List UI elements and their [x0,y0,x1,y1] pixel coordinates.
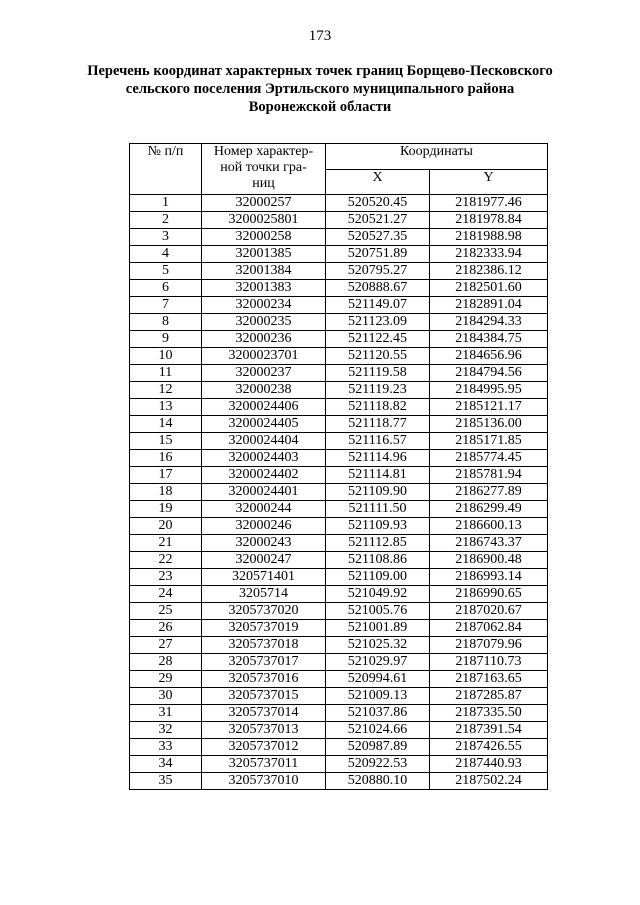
cell-point-number: 3200025801 [202,212,326,229]
cell-x: 521037.86 [326,705,430,722]
cell-x: 520987.89 [326,739,430,756]
cell-row-number: 5 [130,263,202,280]
header-point-line: Номер характер- [213,144,314,159]
cell-y: 2186299.49 [430,501,548,518]
cell-x: 521122.45 [326,331,430,348]
cell-y: 2186993.14 [430,569,548,586]
cell-point-number: 32000246 [202,518,326,535]
cell-row-number: 3 [130,229,202,246]
cell-y: 2187020.67 [430,603,548,620]
cell-point-number: 32000247 [202,552,326,569]
cell-point-number: 3205737018 [202,637,326,654]
cell-y: 2182333.94 [430,246,548,263]
cell-point-number: 32000243 [202,535,326,552]
header-point-number [202,144,326,195]
cell-row-number: 18 [130,484,202,501]
table-row [130,382,548,399]
cell-y: 2187440.93 [430,756,548,773]
cell-x: 521123.09 [326,314,430,331]
cell-y: 2182386.12 [430,263,548,280]
table-row [130,314,548,331]
cell-y: 2187391.54 [430,722,548,739]
table-row [130,331,548,348]
cell-point-number: 32001385 [202,246,326,263]
cell-x: 521001.89 [326,620,430,637]
cell-row-number: 20 [130,518,202,535]
table-row [130,433,548,450]
cell-point-number: 32000235 [202,314,326,331]
cell-point-number: 3205714 [202,586,326,603]
table-row [130,586,548,603]
coordinates-table [129,143,548,790]
cell-y: 2186990.65 [430,586,548,603]
table-row [130,399,548,416]
table-row [130,637,548,654]
cell-y: 2185774.45 [430,450,548,467]
cell-y: 2184294.33 [430,314,548,331]
header-y: Y [430,169,548,195]
cell-y: 2184995.95 [430,382,548,399]
cell-row-number: 2 [130,212,202,229]
cell-row-number: 34 [130,756,202,773]
cell-x: 520521.27 [326,212,430,229]
header-point-line: ниц [252,176,275,191]
cell-point-number: 3205737014 [202,705,326,722]
table-row [130,620,548,637]
table-row [130,518,548,535]
cell-point-number: 32001383 [202,280,326,297]
table-row [130,365,548,382]
cell-x: 521009.13 [326,688,430,705]
cell-x: 521049.92 [326,586,430,603]
cell-x: 521005.76 [326,603,430,620]
cell-y: 2187285.87 [430,688,548,705]
cell-row-number: 16 [130,450,202,467]
cell-point-number: 3205737019 [202,620,326,637]
cell-x: 520795.27 [326,263,430,280]
cell-row-number: 26 [130,620,202,637]
table-row [130,229,548,246]
title-line: Перечень координат характерных точек границ Борщево-Песковского [87,63,553,79]
table-row [130,705,548,722]
cell-y: 2186900.48 [430,552,548,569]
cell-y: 2187335.50 [430,705,548,722]
cell-point-number: 3200024404 [202,433,326,450]
header-point-line: ной точки гра- [220,160,307,175]
title-line: Воронежской области [248,99,392,115]
table-row [130,348,548,365]
header-coordinates: Координаты [326,144,548,170]
cell-x: 520994.61 [326,671,430,688]
cell-row-number: 9 [130,331,202,348]
cell-row-number: 17 [130,467,202,484]
cell-point-number: 3200024403 [202,450,326,467]
cell-point-number: 3205737010 [202,773,326,790]
cell-row-number: 1 [130,195,202,212]
cell-y: 2185136.00 [430,416,548,433]
table-row [130,484,548,501]
cell-row-number: 24 [130,586,202,603]
header-x: X [326,169,430,195]
cell-point-number: 3205737012 [202,739,326,756]
table-row [130,671,548,688]
cell-point-number: 32000237 [202,365,326,382]
cell-y: 2186743.37 [430,535,548,552]
cell-x: 521114.96 [326,450,430,467]
cell-x: 520520.45 [326,195,430,212]
cell-x: 521119.58 [326,365,430,382]
cell-row-number: 30 [130,688,202,705]
cell-row-number: 13 [130,399,202,416]
cell-row-number: 7 [130,297,202,314]
cell-x: 521111.50 [326,501,430,518]
cell-x: 521149.07 [326,297,430,314]
cell-y: 2182891.04 [430,297,548,314]
cell-row-number: 6 [130,280,202,297]
cell-x: 521025.32 [326,637,430,654]
table-row [130,739,548,756]
cell-row-number: 8 [130,314,202,331]
table-row [130,756,548,773]
cell-row-number: 33 [130,739,202,756]
cell-point-number: 3205737011 [202,756,326,773]
cell-y: 2182501.60 [430,280,548,297]
cell-point-number: 3205737016 [202,671,326,688]
cell-x: 521114.81 [326,467,430,484]
table-row [130,246,548,263]
cell-row-number: 29 [130,671,202,688]
cell-y: 2187502.24 [430,773,548,790]
cell-x: 521109.93 [326,518,430,535]
table-row [130,569,548,586]
cell-row-number: 28 [130,654,202,671]
cell-point-number: 32000257 [202,195,326,212]
table-row [130,654,548,671]
cell-point-number: 32000236 [202,331,326,348]
cell-point-number: 3200024406 [202,399,326,416]
cell-row-number: 22 [130,552,202,569]
cell-row-number: 14 [130,416,202,433]
cell-y: 2184656.96 [430,348,548,365]
cell-row-number: 4 [130,246,202,263]
cell-y: 2181977.46 [430,195,548,212]
cell-x: 520922.53 [326,756,430,773]
table-row [130,416,548,433]
cell-point-number: 32000234 [202,297,326,314]
table-row [130,450,548,467]
cell-x: 521120.55 [326,348,430,365]
table-row [130,773,548,790]
cell-row-number: 23 [130,569,202,586]
cell-y: 2187079.96 [430,637,548,654]
cell-point-number: 3200024402 [202,467,326,484]
table-row [130,603,548,620]
cell-x: 521109.00 [326,569,430,586]
cell-point-number: 32000238 [202,382,326,399]
cell-point-number: 32000244 [202,501,326,518]
cell-x: 520888.67 [326,280,430,297]
cell-y: 2186277.89 [430,484,548,501]
cell-y: 2187110.73 [430,654,548,671]
cell-y: 2184384.75 [430,331,548,348]
cell-point-number: 3205737017 [202,654,326,671]
table-row [130,212,548,229]
table-row [130,280,548,297]
cell-x: 521119.23 [326,382,430,399]
cell-row-number: 11 [130,365,202,382]
cell-row-number: 25 [130,603,202,620]
table-row [130,501,548,518]
cell-y: 2187062.84 [430,620,548,637]
cell-row-number: 32 [130,722,202,739]
cell-y: 2185781.94 [430,467,548,484]
cell-y: 2181978.84 [430,212,548,229]
cell-point-number: 3205737015 [202,688,326,705]
table-row [130,195,548,212]
table-row [130,263,548,280]
cell-row-number: 31 [130,705,202,722]
cell-point-number: 320571401 [202,569,326,586]
table-row [130,297,548,314]
header-row-number: № п/п [130,144,202,195]
cell-point-number: 3200024401 [202,484,326,501]
cell-x: 521024.66 [326,722,430,739]
document-title [60,62,580,116]
cell-point-number: 3200023701 [202,348,326,365]
cell-x: 520880.10 [326,773,430,790]
table-body [130,195,548,790]
cell-y: 2185171.85 [430,433,548,450]
cell-x: 520751.89 [326,246,430,263]
table-row [130,722,548,739]
cell-x: 521112.85 [326,535,430,552]
title-line: сельского поселения Эртильского муниципального района [125,81,515,97]
table-row [130,535,548,552]
cell-x: 521118.82 [326,399,430,416]
cell-x: 521116.57 [326,433,430,450]
cell-y: 2184794.56 [430,365,548,382]
cell-row-number: 15 [130,433,202,450]
cell-row-number: 21 [130,535,202,552]
cell-point-number: 32001384 [202,263,326,280]
cell-row-number: 35 [130,773,202,790]
cell-point-number: 3205737020 [202,603,326,620]
cell-x: 521118.77 [326,416,430,433]
cell-x: 521109.90 [326,484,430,501]
table-row [130,688,548,705]
cell-row-number: 10 [130,348,202,365]
cell-point-number: 32000258 [202,229,326,246]
page-number: 173 [308,28,332,44]
cell-point-number: 3205737013 [202,722,326,739]
cell-y: 2186600.13 [430,518,548,535]
cell-x: 521108.86 [326,552,430,569]
cell-y: 2181988.98 [430,229,548,246]
cell-row-number: 27 [130,637,202,654]
cell-y: 2185121.17 [430,399,548,416]
table-row [130,467,548,484]
cell-row-number: 19 [130,501,202,518]
cell-y: 2187163.65 [430,671,548,688]
cell-point-number: 3200024405 [202,416,326,433]
cell-row-number: 12 [130,382,202,399]
cell-x: 521029.97 [326,654,430,671]
table-row [130,552,548,569]
cell-y: 2187426.55 [430,739,548,756]
cell-x: 520527.35 [326,229,430,246]
